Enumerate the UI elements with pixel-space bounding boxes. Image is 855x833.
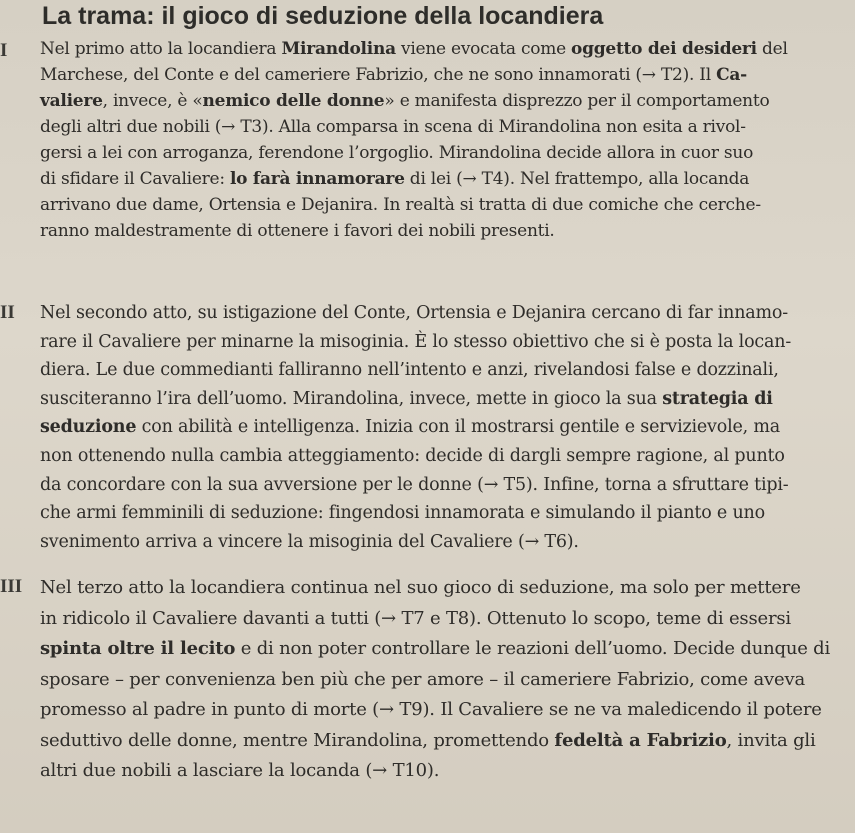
- text-line: susciteranno l’ira dell’uomo. Mirandolina, invece, mette in gioco la sua strategia di: [40, 388, 773, 409]
- text-line: promesso al padre in punto di morte (→ T9). Il Cavaliere se ne va maledicendo il potere: [40, 699, 822, 720]
- text-line: valiere, invece, è «nemico delle donne» e manifesta disprezzo per il comportamento: [40, 91, 770, 111]
- text-line: seduttivo delle donne, mentre Mirandolina, promettendo fedeltà a Fabrizio, invita gli: [40, 729, 816, 751]
- paragraph: [40, 573, 830, 787]
- text-line: da concordare con la sua avversione per le donne (→ T5). Infine, torna a sfruttare tipi-: [40, 474, 789, 495]
- text-line: non ottenendo nulla cambia atteggiamento: decide di dargli sempre ragione, al punto: [40, 445, 785, 466]
- text-line: svenimento arriva a vincere la misoginia del Cavaliere (→ T6).: [40, 531, 579, 552]
- text-line: Nel secondo atto, su istigazione del Conte, Ortensia e Dejanira cercano di far innamo-: [40, 303, 788, 323]
- section-marker: II: [0, 302, 15, 323]
- section-marker: III: [0, 576, 23, 597]
- text-line: in ridicolo il Cavaliere davanti a tutti (→ T7 e T8). Ottenuto lo scopo, teme di essersi: [40, 607, 791, 629]
- text-line: che armi femminili di seduzione: fingendosi innamorata e simulando il pianto e uno: [40, 503, 765, 524]
- text-line: gersi a lei con arroganza, ferendone l’orgoglio. Mirandolina decide allora in cuor suo: [40, 143, 754, 163]
- text-line: ranno maldestramente di ottenere i favori dei nobili presenti.: [40, 221, 555, 241]
- paragraph: [40, 299, 791, 556]
- text-line: Marchese, del Conte e del cameriere Fabrizio, che ne sono innamorati (→ T2). Il Ca-: [40, 65, 747, 85]
- text-line: Nel primo atto la locandiera Mirandolina viene evocata come oggetto dei desideri del: [40, 39, 788, 59]
- text-line: altri due nobili a lasciare la locanda (→ T10).: [40, 760, 440, 781]
- text-line: diera. Le due commedianti falliranno nell’intento e anzi, rivelandosi false e dozzinali,: [40, 360, 779, 381]
- page-title: La trama: il gioco di seduzione della locandiera: [42, 2, 604, 30]
- text-line: degli altri due nobili (→ T3). Alla comparsa in scena di Mirandolina non esita a rivol-: [40, 117, 746, 137]
- text-line: Nel terzo atto la locandiera continua nel suo gioco di seduzione, ma solo per mettere: [40, 577, 801, 598]
- paragraph: [40, 36, 788, 244]
- text-line: spinta oltre il lecito e di non poter controllare le reazioni dell’uomo. Decide dunque di: [40, 638, 831, 659]
- text-line: di sfidare il Cavaliere: lo farà innamorare di lei (→ T4). Nel frattempo, alla locanda: [40, 169, 750, 189]
- section-marker: I: [0, 40, 8, 61]
- text-line: arrivano due dame, Ortensia e Dejanira. In realtà si tratta di due comiche che cerche-: [40, 195, 761, 215]
- text-line: seduzione con abilità e intelligenza. Inizia con il mostrarsi gentile e servizievole, ma: [40, 417, 780, 438]
- text-line: sposare – per convenienza ben più che per amore – il cameriere Fabrizio, come aveva: [40, 668, 805, 690]
- text-line: rare il Cavaliere per minarne la misoginia. È lo stesso obiettivo che si è posta la locan-: [40, 331, 792, 352]
